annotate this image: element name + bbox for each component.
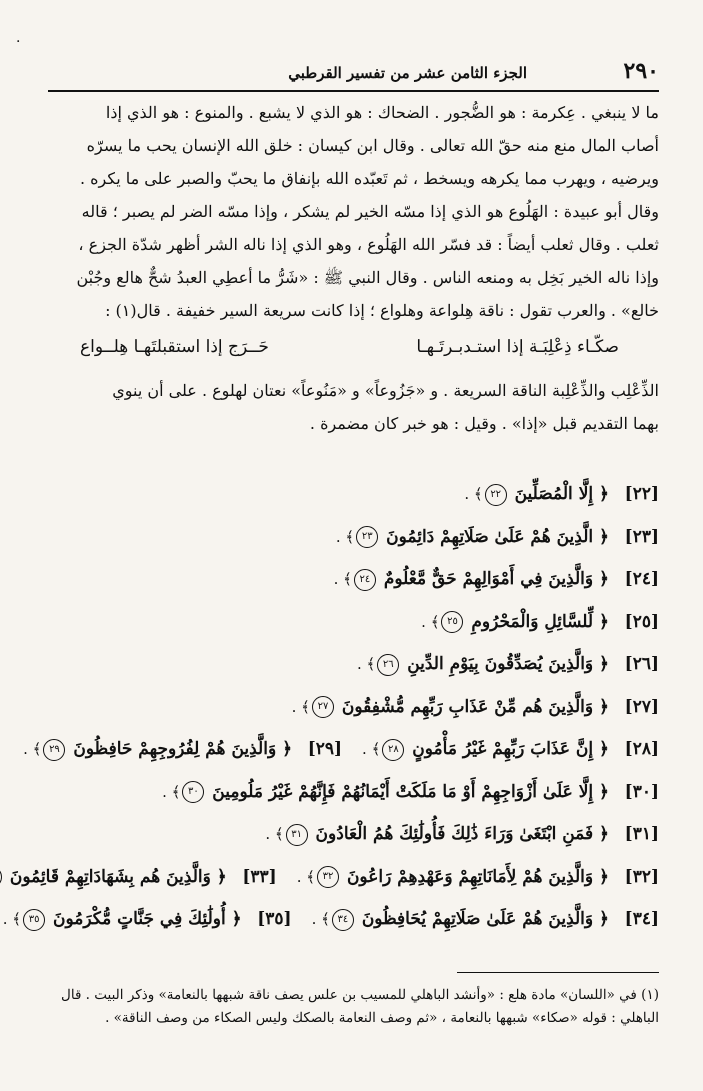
verse-close: ﴾ . xyxy=(296,867,316,886)
verse-text: ﴿ إِنَّ عَذَابَ رَبِّهِمْ غَيْرُ مَأْمُونٍ xyxy=(406,739,609,759)
text-line: بهما التقديم قبل «إذا» . وقيل : هو خبر كان مضمرة . xyxy=(309,414,659,433)
verse-number: [٢٥] xyxy=(624,611,659,632)
ayah-end-marker: ٣٤ xyxy=(332,909,354,931)
text-line: ثعلب . وقال ثعلب أيضاً : قد فسّر الله الهَلُوع ، وهو الذي إذا ناله الشر أظهر شدّة الجزع ، xyxy=(78,235,659,254)
text-line: وقال أبو عبيدة : الهَلُوع هو الذي إذا مسّه الخير لم يشكر ، وإذا مسّه الضر لم يصبر ؛ قاله xyxy=(81,202,659,221)
verse-number: [٣٣] xyxy=(242,866,277,887)
text-line: ويرضيه ، ويهرب مما يكرهه ويسخط ، ثم تَعبّده الله بإنفاق ما يحبّ والصبر على ما يكره . xyxy=(80,169,659,188)
verse-number: [٢٣] xyxy=(624,526,659,547)
text-line: خالع» . والعرب تقول : ناقة هِلواعة وهلواع ؛ إذا كانت سريعة السير خفيفة . قال(١) : xyxy=(105,301,659,320)
verse-number: [٣٤] xyxy=(624,909,659,929)
verse-text: ﴿ إِلَّا عَلَىٰ أَزْوَاجِهِمْ أَوْ مَا مَلَكَتْ أَيْمَانُهُمْ فَإِنَّهُمْ غَيْرُ مَلُومِينَ xyxy=(206,781,609,802)
ayah-end-marker: ٢٢ xyxy=(485,484,507,506)
ayah-end-marker: ٢٩ xyxy=(43,739,65,761)
commentary-text xyxy=(40,96,659,327)
verse-number: [٢٢] xyxy=(624,484,659,504)
margin-mark: · xyxy=(16,34,21,50)
verse-row xyxy=(40,568,659,611)
verse-row xyxy=(40,653,659,696)
verse-text: ﴿ لِّلسَّائِلِ وَالْمَحْرُومِ xyxy=(465,611,609,632)
verse-row xyxy=(2,908,659,951)
ayah-end-marker: ٢٣ xyxy=(356,526,378,548)
ayah-end-marker: ٢٨ xyxy=(382,739,404,761)
text-line: ما لا ينبغي . عِكرمة : هو الضُّجور . الضحاك : هو الذي لا يشبع . والمنوع : هو الذي إذا xyxy=(105,103,659,122)
verse-close: ﴾ . xyxy=(421,612,440,631)
verse-row xyxy=(40,781,659,824)
verse-row xyxy=(23,738,659,781)
verse-number: [٢٤] xyxy=(624,569,659,589)
poem-verse xyxy=(40,333,659,367)
text-line: الذِّعْلِب والذِّعْلِبة الناقة السريعة . و «جَزُوعاً» و «مَنُوعاً» نعتان لهلوع . على أن ينوي xyxy=(112,381,659,400)
verse-text: ﴿ أُولَٰئِكَ فِي جَنَّاتٍ مُّكْرَمُونَ xyxy=(47,909,242,929)
verse-close: ﴾ . xyxy=(335,527,355,546)
verse-text: ﴿ وَالَّذِينَ هُم مِّنْ عَذَابِ رَبِّهِم مُّشْفِقُونَ xyxy=(335,696,609,717)
verse-text: ﴿ الَّذِينَ هُمْ عَلَىٰ صَلَاتِهِمْ دَائِمُونَ xyxy=(380,526,609,547)
verse-text: ﴿ وَالَّذِينَ هُم بِشَهَادَاتِهِمْ قَائِمُونَ xyxy=(3,866,227,887)
verse-number: [٣٠] xyxy=(624,781,659,802)
running-title: الجزء الثامن عشر من تفسير القرطبي xyxy=(288,64,527,82)
ayah-end-marker: ٣١ xyxy=(286,824,308,846)
verse-close: ﴾ . xyxy=(291,697,310,716)
quran-verses xyxy=(2,483,659,951)
verse-close: ﴾ . xyxy=(464,485,483,503)
ayah-end-marker: ٣٠ xyxy=(182,781,204,803)
poem-hemistich-second: حَــرَج إذا استقبلتَهـا هِلــواع xyxy=(80,337,269,357)
verse-close: ﴾ . xyxy=(23,740,42,758)
page-header xyxy=(48,56,659,92)
verse-text: ﴿ وَالَّذِينَ هُمْ لِفُرُوجِهِمْ حَافِظُونَ xyxy=(67,739,293,759)
verse-text: ﴿ فَمَنِ ابْتَغَىٰ وَرَاءَ ذَٰلِكَ فَأُولَٰئِكَ هُمُ الْعَادُونَ xyxy=(309,824,609,844)
footnote xyxy=(40,984,659,1030)
verse-close: ﴾ . xyxy=(311,910,330,928)
verse-close: ﴾ . xyxy=(265,825,284,843)
ayah-end-marker: ٣٥ xyxy=(23,909,45,931)
verse-row xyxy=(40,611,659,654)
verse-number: [٢٧] xyxy=(624,696,659,717)
verse-row xyxy=(40,696,659,739)
verse-row xyxy=(40,526,659,569)
ayah-end-marker: ٢٤ xyxy=(354,569,376,591)
footnote-divider xyxy=(457,972,659,973)
verse-row xyxy=(40,483,659,526)
verse-text: ﴿ إِلَّا الْمُصَلِّينَ xyxy=(508,484,609,504)
verse-number: [٣١] xyxy=(624,824,659,844)
text-line: وإذا ناله الخير بَخِل به ومنعه الناس . وقال النبي ﷺ : «شَرُّ ما أعطِي العبدُ شحٌّ هالع وجُبْن xyxy=(76,268,659,287)
ayah-end-marker: ٣٢ xyxy=(317,866,339,888)
page-number: ٢٩٠ xyxy=(623,58,659,84)
verse-row xyxy=(3,866,659,909)
footnote-line: الباهلي : قوله «صكاء» شبهها بالنعامة ، «ثم وصف النعامة بالصكك وليس الصكاء من وصف الناقة» . xyxy=(105,1010,659,1026)
verse-row xyxy=(40,823,659,866)
verse-text: ﴿ وَالَّذِينَ هُمْ عَلَىٰ صَلَاتِهِمْ يُحَافِظُونَ xyxy=(355,909,609,929)
verse-number: [٢٨] xyxy=(624,739,659,759)
verse-text: ﴿ وَالَّذِينَ فِي أَمْوَالِهِمْ حَقٌّ مَّعْلُومٌ xyxy=(377,569,609,589)
verse-close: ﴾ . xyxy=(2,910,22,928)
commentary-text-continued xyxy=(40,374,659,440)
verse-number: [٣٥] xyxy=(257,909,292,929)
verse-text: ﴿ وَالَّذِينَ يُصَدِّقُونَ بِيَوْمِ الدِّينِ xyxy=(401,654,609,674)
poem-hemistich-first: صكّـاء ذِعْلِبَـة إذا استـدبـرتَـهـا xyxy=(416,337,619,357)
text-line: أصاب المال منع منه حقّ الله تعالى . وقال ابن كيسان : خلق الله الإنسان يحب ما يسرّه xyxy=(86,136,659,155)
verse-close: ﴾ . xyxy=(362,740,381,758)
verse-number: [٢٦] xyxy=(624,654,659,674)
ayah-end-marker: ٢٦ xyxy=(377,654,399,676)
footnote-line: (١) في «اللسان» مادة هلع : «وأنشد الباهلي للمسيب بن علس يصف ناقة شبهها بالنعامة» وذكر البيت . قال xyxy=(61,987,659,1003)
verse-close: ﴾ . xyxy=(356,655,376,673)
verse-text: ﴿ وَالَّذِينَ هُمْ لِأَمَانَاتِهِمْ وَعَهْدِهِمْ رَاعُونَ xyxy=(341,866,609,887)
ayah-end-marker xyxy=(0,866,2,888)
verse-close: ﴾ . xyxy=(333,570,352,588)
ayah-end-marker: ٢٥ xyxy=(441,611,463,633)
verse-number: [٢٩] xyxy=(307,739,343,759)
verse-close: ﴾ . xyxy=(162,782,181,801)
verse-number: [٣٢] xyxy=(624,866,659,887)
ayah-end-marker: ٢٧ xyxy=(312,696,334,718)
